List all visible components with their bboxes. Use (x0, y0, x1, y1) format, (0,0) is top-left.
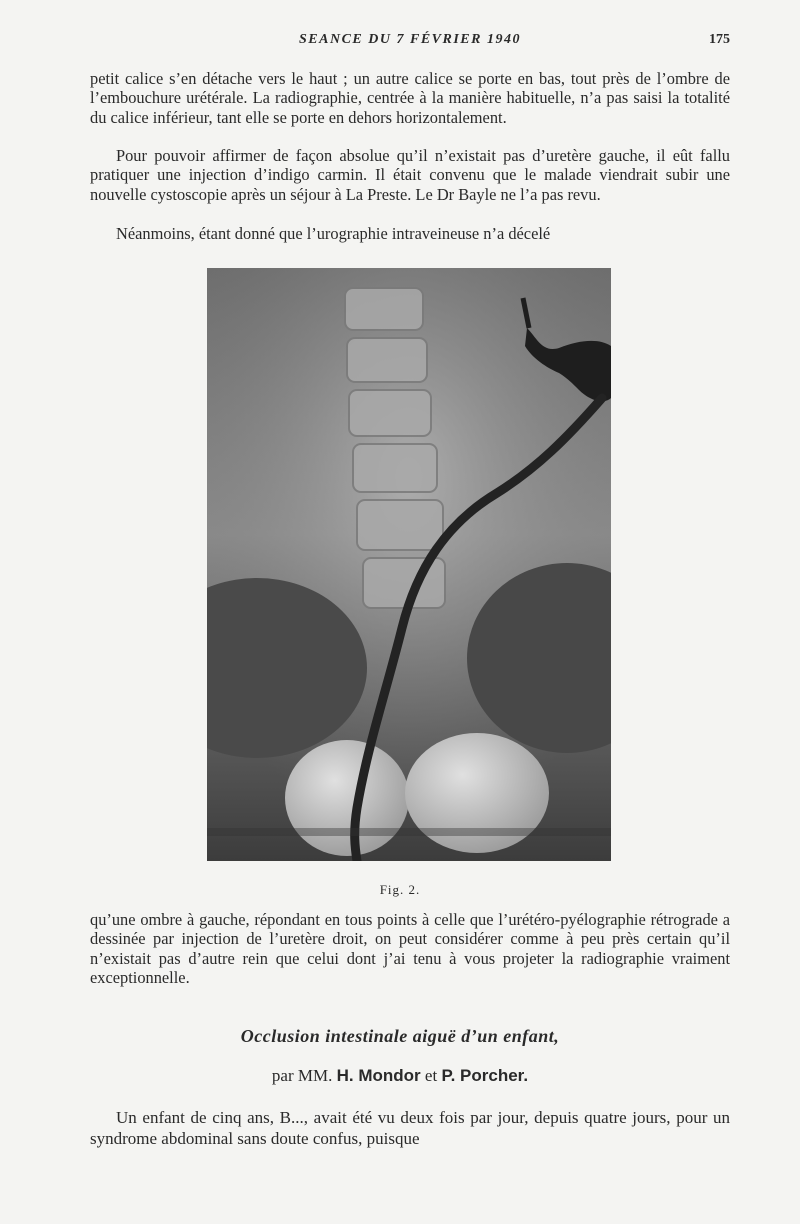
figure-caption: Fig. 2. (379, 882, 421, 897)
authors-line (0, 1066, 800, 1086)
running-header (90, 32, 730, 52)
page-number: 175 (709, 32, 730, 47)
authors-prefix: par MM. (271, 1066, 337, 1085)
authors-and: et (420, 1066, 442, 1085)
author-1: H. Mondor (336, 1066, 421, 1085)
section-title: Occlusion intestinale aiguë d’un enfant, (240, 1026, 560, 1046)
author-2: P. Porcher. (441, 1066, 529, 1085)
paragraph-5: Un enfant de cinq ans, B..., avait été vu deux fois par jour, depuis quatre jours, pour un syndrome abdominal sans doute confus, puisque (90, 1108, 730, 1148)
paragraph-2: Pour pouvoir affirmer de façon absolue qu’il n’existait pas d’uretère gauche, il eût fallu pratiquer une injection d’indigo carmin. Il était convenu que le malade viendrait subir une nouvelle cystoscopie après un séjour à La Preste. Le Dr Bayle ne l’a pas revu. (90, 146, 730, 204)
header-title: SEANCE DU 7 FÉVRIER 1940 (299, 32, 521, 47)
radiograph-figure (207, 268, 611, 861)
paragraph-1: petit calice s’en détache vers le haut ; un autre calice se porte en bas, tout près de l’ombre de l’embouchure urétérale. La radiographie, centrée à la manière habituelle, n’a pas saisi la totalité du calice inférieur, tant elle se porte en dehors horizontalement. (90, 69, 730, 127)
radiograph-image (207, 268, 611, 861)
paragraph-3: Néanmoins, étant donné que l’urographie intraveineuse n’a décelé (116, 224, 551, 243)
paragraph-4: qu’une ombre à gauche, répondant en tous points à celle que l’urétéro-pyélographie rétrograde a dessinée par injection de l’uretère droit, on peut considérer comme à peu près certain qu’il n’existait pas d’autre rein que celui dont j’ai tenu à vous projeter la radiographie vraiment exceptionnelle. (90, 910, 730, 987)
